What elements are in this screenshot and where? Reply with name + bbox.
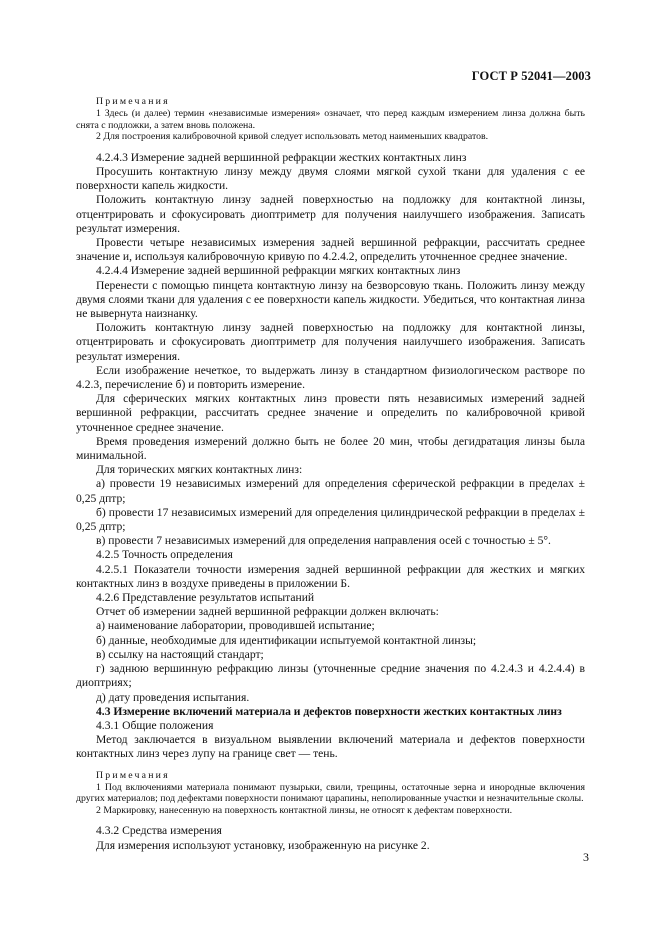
- notes-title: Примечания: [96, 96, 170, 107]
- paragraph: Положить контактную линзу задней поверхностью на подложку для контактной линзы, отцентрировать и сфокусировать диоптриметр для получения наилучшего изображения. Записать результат измерения.: [76, 193, 585, 235]
- standard-header: ГОСТ Р 52041—2003: [471, 69, 591, 83]
- paragraph: Время проведения измерений должно быть не более 20 мин, чтобы дегидратация линзы была минимальной.: [76, 434, 585, 463]
- paragraph: 4.2.5.1 Показатели точности измерения задней вершинной рефракции для жестких и мягких контактных линз в воздухе приведены в приложении Б.: [76, 562, 585, 590]
- note-item: 2 Маркировку, нанесенную на поверхность контактной линзы, не относят к дефектам поверхности.: [96, 804, 513, 816]
- list-item: а) провести 19 независимых измерений для определения сферической рефракции в пределах ± 0,25 дптр;: [76, 477, 585, 505]
- section-heading: 4.2.6 Представление результатов испытаний: [96, 591, 315, 605]
- paragraph: Для измерения используют установку, изображенную на рисунке 2.: [96, 838, 430, 852]
- list-item: б) данные, необходимые для идентификации испытуемой контактной линзы;: [96, 633, 477, 647]
- document-body: [76, 96, 585, 853]
- section-heading: 4.2.4.3 Измерение задней вершинной рефракции жестких контактных линз: [96, 150, 467, 164]
- paragraph: Просушить контактную линзу между двумя слоями мягкой сухой ткани для удаления с ее поверхности капель жидкости.: [76, 164, 585, 193]
- list-item: в) ссылку на настоящий стандарт;: [96, 647, 264, 661]
- paragraph: Для сферических мягких контактных линз провести пять независимых измерений задней вершинной рефракции, рассчитать среднее значение и определить по калибровочной кривой уточненное среднее значение.: [76, 392, 585, 434]
- paragraph: Отчет об измерении задней вершинной рефракции должен включать:: [96, 605, 439, 619]
- section-heading-bold: 4.3 Измерение включений материала и дефектов поверхности жестких контактных линз: [96, 704, 562, 718]
- section-heading: 4.3.1 Общие положения: [96, 718, 214, 732]
- note-item: 2 Для построения калибровочной кривой следует использовать метод наименьших квадратов.: [96, 131, 489, 143]
- list-item: в) провести 7 независимых измерений для определения направления осей с точностью ± 5°.: [96, 534, 551, 548]
- paragraph: Для торических мягких контактных линз:: [96, 463, 303, 477]
- paragraph: Если изображение нечеткое, то выдержать линзу в стандартном физиологическом растворе по 4.2.3, перечисление б) и повторить измерение.: [76, 363, 585, 392]
- note-item: 1 Здесь (и далее) термин «независимые измерения» означает, что перед каждым измерением линза должна быть снята с подложки, а затем вновь положена.: [76, 108, 585, 131]
- section-heading: 4.2.4.4 Измерение задней вершинной рефракции мягких контактных линз: [96, 264, 461, 278]
- list-item: б) провести 17 независимых измерений для определения цилиндрической рефракции в пределах ± 0,25 дптр;: [76, 505, 585, 534]
- section-heading: 4.2.5 Точность определения: [96, 548, 233, 562]
- paragraph: Провести четыре независимых измерения задней вершинной рефракции, рассчитать среднее значение и, используя калибровочную кривую по 4.2.4.2, определить уточненное среднее значение.: [76, 236, 585, 264]
- paragraph: Перенести с помощью пинцета контактную линзу на безворсовую ткань. Положить линзу между двумя слоями ткани для удаления с ее поверхности капель жидкости. Убедиться, что контактная линза не вывернута наизнанку.: [76, 278, 585, 321]
- list-item: д) дату проведения испытания.: [96, 690, 250, 704]
- note-item: 1 Под включениями материала понимают пузырьки, свили, трещины, остаточные зерна и инородные включения других материалов; под дефектами поверхности понимают царапины, неполированные участки и незначительные сколы.: [76, 781, 585, 805]
- list-item: г) заднюю вершинную рефракцию линзы (уточненные средние значения по 4.2.4.3 и 4.2.4.4) в диоптриях;: [76, 662, 585, 690]
- paragraph: Метод заключается в визуальном выявлении включений материала и дефектов поверхности контактных линз через лупу на границе свет — тень.: [76, 733, 585, 761]
- page-number: 3: [583, 850, 589, 864]
- notes-title: Примечания: [96, 769, 170, 781]
- section-heading: 4.3.2 Средства измерения: [96, 824, 222, 838]
- paragraph: Положить контактную линзу задней поверхностью на подложку для контактной линзы, отцентрировать и сфокусировать диоптриметр для получения наилучшего изображения. Записать результат измерения.: [76, 321, 585, 363]
- list-item: а) наименование лаборатории, проводившей испытание;: [96, 619, 375, 633]
